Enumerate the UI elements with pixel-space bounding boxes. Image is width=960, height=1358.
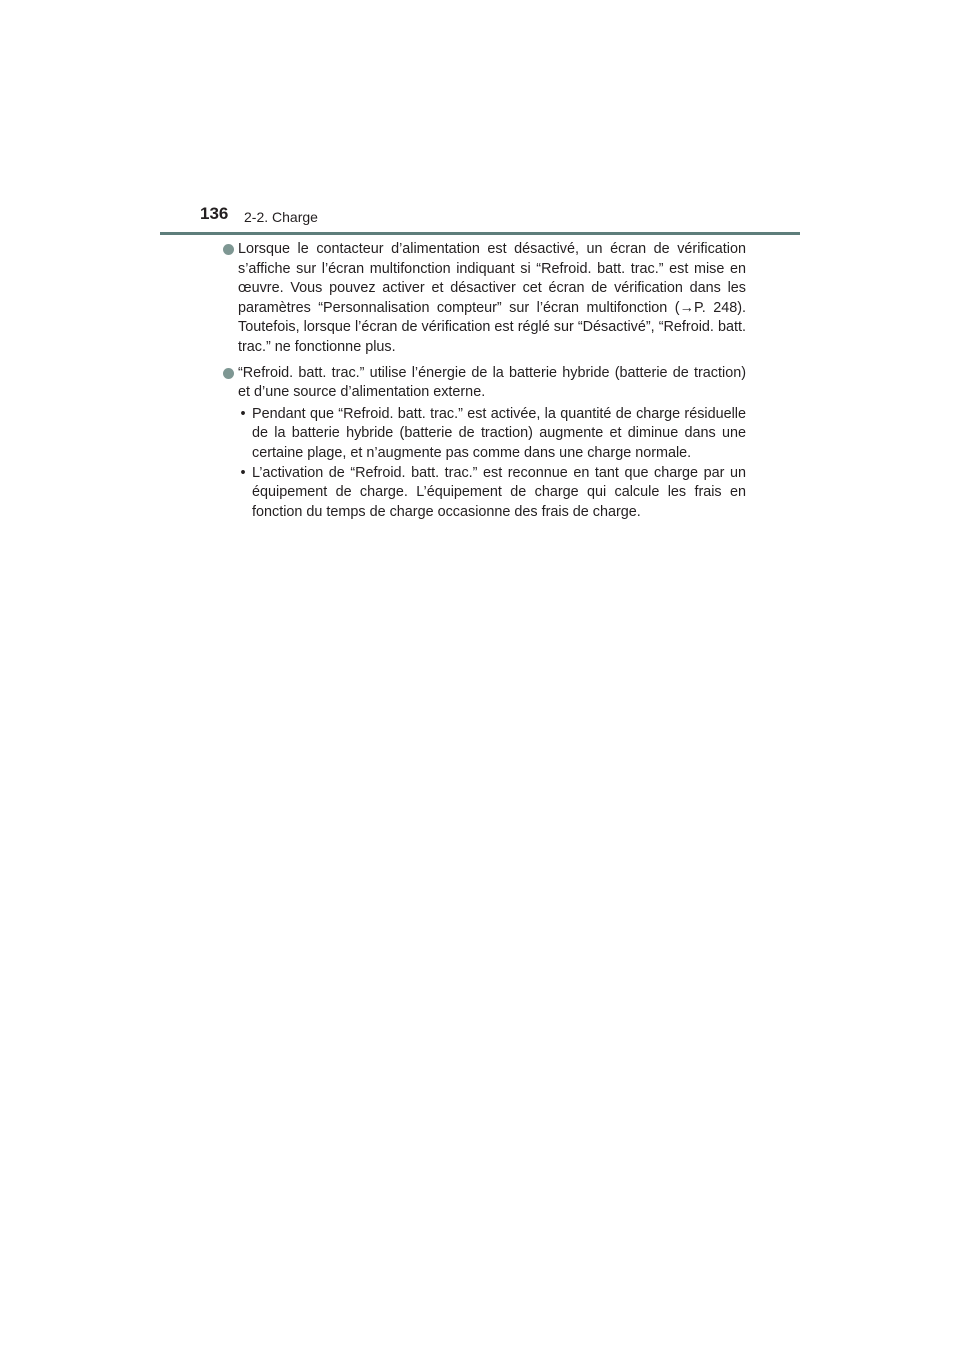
bullet-item-1 (238, 240, 746, 358)
sub-bullet-text: L’activation de “Refroid. batt. trac.” est reconnue en tant que charge par un équipement de charge. L’équipement de charge qui calcule les frais en fonction du temps de charge occasionne des frais de charge. (252, 464, 746, 520)
dot-bullet-icon: • (240, 464, 246, 481)
section-title: 2-2. Charge (244, 209, 318, 225)
dot-bullet-icon: • (240, 405, 246, 422)
circle-bullet-icon (223, 244, 234, 255)
content-body (238, 240, 746, 528)
sub-bullet-item-2 (240, 464, 746, 523)
header-rule (160, 232, 800, 235)
circle-bullet-icon (223, 368, 234, 379)
bullet-item-2 (238, 364, 746, 523)
sub-bullet-item-1 (240, 405, 746, 464)
page-header (200, 203, 800, 233)
page-number: 136 (200, 204, 229, 223)
sub-bullet-list (240, 405, 746, 523)
sub-bullet-text: Pendant que “Refroid. batt. trac.” est activée, la quantité de charge résiduelle de la batterie hybride (batterie de traction) augmente et diminue dans une certaine plage, et n’augmente pas comme dans une charge normale. (252, 405, 746, 461)
bullet-item-text: “Refroid. batt. trac.” utilise l’énergie de la batterie hybride (batterie de traction) et d’une source d’alimentation externe. (238, 364, 746, 401)
bullet-item-text: Lorsque le contacteur d’alimentation est désactivé, un écran de vérification s’affiche sur l’écran multifonction indiquant si “Refroid. batt. trac.” est mise en œuvre. Vous pouvez activer et désactiver cet écran de vérification dans les paramètres “Personnalisation compteur” sur l’écran multifonction (→P. 248). Toutefois, lorsque l’écran de vérification est réglé sur “Désactivé”, “Refroid. batt. trac.” ne fonctionne plus. (238, 241, 746, 355)
